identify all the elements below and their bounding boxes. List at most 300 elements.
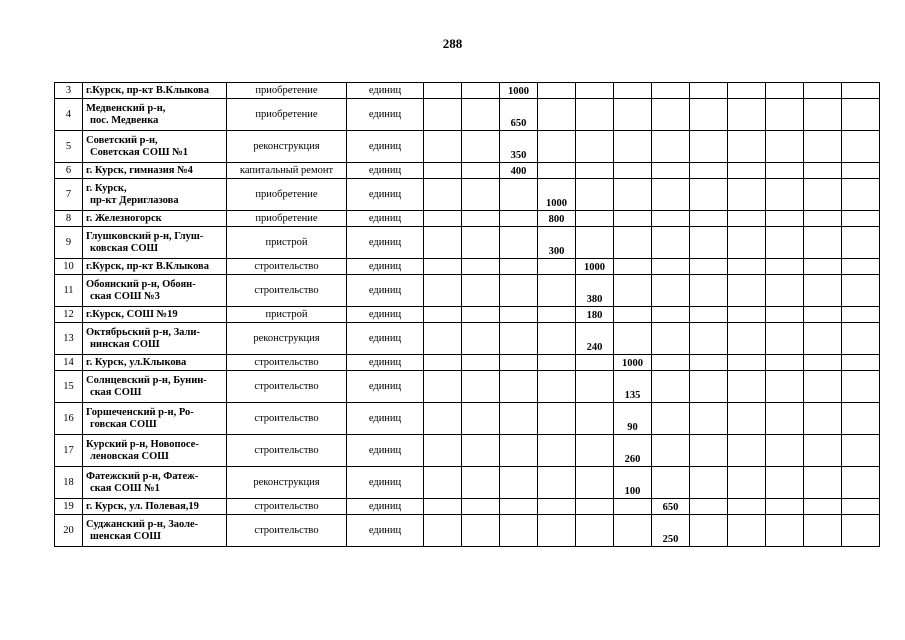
value-cell [424, 435, 462, 467]
table-row [55, 163, 880, 179]
unit-cell: единиц [347, 211, 424, 227]
value-cell [804, 163, 842, 179]
value-cell [614, 179, 652, 211]
value-cell [538, 259, 576, 275]
value-cell [842, 227, 880, 259]
value-cell [766, 259, 804, 275]
value-cell [766, 131, 804, 163]
value-cell [690, 131, 728, 163]
value-cell [728, 99, 766, 131]
value-cell: 1000 [500, 83, 538, 99]
value-cell [728, 323, 766, 355]
value-cell [500, 227, 538, 259]
value-cell [766, 163, 804, 179]
value-cell [576, 211, 614, 227]
work-type-cell: реконструкция [227, 131, 347, 163]
value-cell [766, 323, 804, 355]
value-cell [500, 515, 538, 547]
value-cell [842, 259, 880, 275]
value-cell [424, 355, 462, 371]
value-cell [804, 211, 842, 227]
value-cell [538, 131, 576, 163]
value-cell [728, 307, 766, 323]
table-row [55, 307, 880, 323]
value-cell [652, 211, 690, 227]
row-number: 5 [55, 131, 83, 163]
table-row [55, 323, 880, 355]
location-cell: Солнцевский р-н, Бунин- ская СОШ [83, 371, 227, 403]
value-cell [500, 275, 538, 307]
value-cell [728, 499, 766, 515]
row-number: 17 [55, 435, 83, 467]
value-cell: 1000 [614, 355, 652, 371]
value-cell: 250 [652, 515, 690, 547]
value-cell [424, 307, 462, 323]
value-cell [500, 499, 538, 515]
value-cell [690, 179, 728, 211]
location-cell: г. Курск, ул. Полевая,19 [83, 499, 227, 515]
value-cell [728, 467, 766, 499]
value-cell [728, 163, 766, 179]
value-cell [766, 211, 804, 227]
value-cell [462, 83, 500, 99]
value-cell [652, 131, 690, 163]
value-cell [576, 515, 614, 547]
value-cell [652, 259, 690, 275]
value-cell [652, 163, 690, 179]
value-cell [766, 467, 804, 499]
value-cell [614, 163, 652, 179]
value-cell: 1000 [538, 179, 576, 211]
value-cell [728, 275, 766, 307]
location-cell: г. Железногорск [83, 211, 227, 227]
value-cell [652, 467, 690, 499]
value-cell [804, 307, 842, 323]
row-number: 3 [55, 83, 83, 99]
value-cell: 650 [652, 499, 690, 515]
table-row [55, 275, 880, 307]
value-cell [690, 259, 728, 275]
work-type-cell: строительство [227, 499, 347, 515]
value-cell [614, 227, 652, 259]
value-cell [462, 227, 500, 259]
work-type-cell: строительство [227, 515, 347, 547]
value-cell [842, 355, 880, 371]
value-cell [804, 515, 842, 547]
work-type-cell: строительство [227, 403, 347, 435]
value-cell [690, 467, 728, 499]
value-cell [728, 515, 766, 547]
unit-cell: единиц [347, 99, 424, 131]
value-cell [690, 99, 728, 131]
value-cell [842, 371, 880, 403]
value-cell [766, 179, 804, 211]
value-cell [614, 323, 652, 355]
value-cell [842, 499, 880, 515]
value-cell [424, 467, 462, 499]
value-cell [766, 83, 804, 99]
value-cell [500, 403, 538, 435]
value-cell: 100 [614, 467, 652, 499]
unit-cell: единиц [347, 163, 424, 179]
row-number: 19 [55, 499, 83, 515]
value-cell [804, 99, 842, 131]
value-cell [614, 307, 652, 323]
data-table [54, 82, 880, 547]
row-number: 6 [55, 163, 83, 179]
value-cell [462, 211, 500, 227]
row-number: 8 [55, 211, 83, 227]
value-cell [424, 499, 462, 515]
value-cell [804, 131, 842, 163]
value-cell [538, 403, 576, 435]
value-cell [538, 499, 576, 515]
table-row [55, 211, 880, 227]
value-cell [462, 275, 500, 307]
value-cell [538, 371, 576, 403]
value-cell [728, 179, 766, 211]
row-number: 7 [55, 179, 83, 211]
value-cell [766, 403, 804, 435]
value-cell [576, 83, 614, 99]
row-number: 9 [55, 227, 83, 259]
value-cell [424, 275, 462, 307]
value-cell [842, 435, 880, 467]
row-number: 13 [55, 323, 83, 355]
value-cell [576, 227, 614, 259]
row-number: 18 [55, 467, 83, 499]
row-number: 11 [55, 275, 83, 307]
value-cell [652, 227, 690, 259]
location-cell: Глушковский р-н, Глуш- ковская СОШ [83, 227, 227, 259]
value-cell [804, 275, 842, 307]
location-cell: г. Курск, гимназия №4 [83, 163, 227, 179]
value-cell [766, 355, 804, 371]
unit-cell: единиц [347, 275, 424, 307]
value-cell: 300 [538, 227, 576, 259]
value-cell [614, 83, 652, 99]
unit-cell: единиц [347, 515, 424, 547]
location-cell: г.Курск, СОШ №19 [83, 307, 227, 323]
value-cell [614, 259, 652, 275]
value-cell [690, 211, 728, 227]
value-cell [728, 371, 766, 403]
value-cell [614, 275, 652, 307]
table-row [55, 99, 880, 131]
value-cell: 400 [500, 163, 538, 179]
value-cell [842, 179, 880, 211]
row-number: 20 [55, 515, 83, 547]
value-cell [576, 467, 614, 499]
value-cell [842, 515, 880, 547]
unit-cell: единиц [347, 307, 424, 323]
value-cell [538, 99, 576, 131]
value-cell [614, 211, 652, 227]
location-cell: Горшеченский р-н, Ро- говская СОШ [83, 403, 227, 435]
value-cell [766, 99, 804, 131]
value-cell: 800 [538, 211, 576, 227]
value-cell [804, 227, 842, 259]
work-type-cell: капитальный ремонт [227, 163, 347, 179]
value-cell [690, 163, 728, 179]
value-cell [614, 499, 652, 515]
value-cell: 350 [500, 131, 538, 163]
value-cell [576, 403, 614, 435]
location-cell: Курский р-н, Новопосе- леновская СОШ [83, 435, 227, 467]
value-cell [614, 515, 652, 547]
location-cell: г. Курск, пр-кт Дериглазова [83, 179, 227, 211]
work-type-cell: строительство [227, 371, 347, 403]
value-cell [462, 435, 500, 467]
value-cell [424, 515, 462, 547]
value-cell [462, 259, 500, 275]
value-cell [804, 259, 842, 275]
value-cell [538, 323, 576, 355]
value-cell [538, 467, 576, 499]
value-cell [652, 83, 690, 99]
value-cell [652, 307, 690, 323]
value-cell [652, 99, 690, 131]
location-cell: г.Курск, пр-кт В.Клыкова [83, 83, 227, 99]
table-row [55, 179, 880, 211]
value-cell [804, 467, 842, 499]
value-cell [804, 371, 842, 403]
value-cell [462, 99, 500, 131]
page-number: 288 [442, 36, 463, 51]
table-row [55, 131, 880, 163]
value-cell [690, 83, 728, 99]
table-row [55, 499, 880, 515]
value-cell [462, 515, 500, 547]
value-cell [500, 355, 538, 371]
table-row [55, 259, 880, 275]
table-row [55, 467, 880, 499]
location-cell: Обоянский р-н, Обоян- ская СОШ №3 [83, 275, 227, 307]
value-cell [652, 179, 690, 211]
value-cell: 240 [576, 323, 614, 355]
work-type-cell: пристрой [227, 307, 347, 323]
value-cell [728, 83, 766, 99]
unit-cell: единиц [347, 83, 424, 99]
value-cell [576, 163, 614, 179]
location-cell: Советский р-н, Советская СОШ №1 [83, 131, 227, 163]
value-cell [424, 83, 462, 99]
work-type-cell: пристрой [227, 227, 347, 259]
value-cell [462, 131, 500, 163]
value-cell [652, 371, 690, 403]
value-cell [424, 163, 462, 179]
value-cell [804, 499, 842, 515]
work-type-cell: приобретение [227, 179, 347, 211]
value-cell [538, 163, 576, 179]
location-cell: Октябрьский р-н, Зали- нинская СОШ [83, 323, 227, 355]
value-cell [728, 259, 766, 275]
value-cell [842, 307, 880, 323]
value-cell [766, 227, 804, 259]
table-row [55, 227, 880, 259]
value-cell [576, 131, 614, 163]
work-type-cell: приобретение [227, 83, 347, 99]
value-cell [424, 211, 462, 227]
value-cell [842, 131, 880, 163]
unit-cell: единиц [347, 131, 424, 163]
location-cell: Фатежский р-н, Фатеж- ская СОШ №1 [83, 467, 227, 499]
work-type-cell: строительство [227, 355, 347, 371]
value-cell [614, 131, 652, 163]
value-cell [690, 515, 728, 547]
row-number: 15 [55, 371, 83, 403]
value-cell: 380 [576, 275, 614, 307]
value-cell [538, 515, 576, 547]
value-cell [652, 323, 690, 355]
value-cell [576, 179, 614, 211]
value-cell [538, 435, 576, 467]
value-cell [804, 179, 842, 211]
unit-cell: единиц [347, 435, 424, 467]
value-cell [462, 371, 500, 403]
value-cell [424, 323, 462, 355]
row-number: 12 [55, 307, 83, 323]
value-cell [804, 435, 842, 467]
value-cell [538, 355, 576, 371]
value-cell [842, 467, 880, 499]
value-cell [690, 355, 728, 371]
value-cell [462, 403, 500, 435]
value-cell [728, 227, 766, 259]
value-cell [842, 211, 880, 227]
value-cell [728, 355, 766, 371]
value-cell [538, 307, 576, 323]
value-cell [804, 83, 842, 99]
row-number: 10 [55, 259, 83, 275]
value-cell [424, 131, 462, 163]
unit-cell: единиц [347, 227, 424, 259]
table-row [55, 355, 880, 371]
unit-cell: единиц [347, 355, 424, 371]
value-cell: 260 [614, 435, 652, 467]
value-cell [424, 227, 462, 259]
value-cell [500, 307, 538, 323]
value-cell [766, 499, 804, 515]
value-cell [728, 403, 766, 435]
value-cell [462, 179, 500, 211]
value-cell [538, 83, 576, 99]
value-cell: 1000 [576, 259, 614, 275]
value-cell [690, 275, 728, 307]
value-cell [462, 307, 500, 323]
value-cell [690, 499, 728, 515]
value-cell [652, 403, 690, 435]
value-cell [804, 323, 842, 355]
value-cell [500, 179, 538, 211]
value-cell [842, 163, 880, 179]
work-type-cell: строительство [227, 435, 347, 467]
value-cell [652, 275, 690, 307]
value-cell [728, 211, 766, 227]
value-cell [576, 355, 614, 371]
table-row [55, 515, 880, 547]
value-cell [842, 83, 880, 99]
unit-cell: единиц [347, 467, 424, 499]
value-cell [766, 515, 804, 547]
value-cell: 90 [614, 403, 652, 435]
location-cell: г.Курск, пр-кт В.Клыкова [83, 259, 227, 275]
value-cell [804, 403, 842, 435]
value-cell [576, 99, 614, 131]
value-cell [424, 259, 462, 275]
table-row [55, 403, 880, 435]
value-cell [424, 179, 462, 211]
value-cell [538, 275, 576, 307]
value-cell [652, 435, 690, 467]
value-cell [462, 355, 500, 371]
value-cell: 135 [614, 371, 652, 403]
value-cell [462, 499, 500, 515]
work-type-cell: приобретение [227, 99, 347, 131]
value-cell [728, 131, 766, 163]
value-cell [690, 403, 728, 435]
value-cell [690, 371, 728, 403]
value-cell [576, 435, 614, 467]
work-type-cell: строительство [227, 259, 347, 275]
work-type-cell: строительство [227, 275, 347, 307]
work-type-cell: реконструкция [227, 467, 347, 499]
value-cell [424, 403, 462, 435]
value-cell [500, 467, 538, 499]
value-cell [500, 323, 538, 355]
unit-cell: единиц [347, 323, 424, 355]
value-cell [690, 307, 728, 323]
value-cell [576, 371, 614, 403]
value-cell [690, 435, 728, 467]
value-cell [842, 275, 880, 307]
value-cell [500, 211, 538, 227]
value-cell [842, 403, 880, 435]
value-cell [462, 467, 500, 499]
location-cell: г. Курск, ул.Клыкова [83, 355, 227, 371]
work-type-cell: приобретение [227, 211, 347, 227]
value-cell [766, 435, 804, 467]
value-cell [500, 259, 538, 275]
row-number: 4 [55, 99, 83, 131]
location-cell: Суджанский р-н, Заоле- шенская СОШ [83, 515, 227, 547]
value-cell [652, 355, 690, 371]
value-cell [690, 323, 728, 355]
value-cell [462, 163, 500, 179]
table-row [55, 435, 880, 467]
location-cell: Медвенский р-н, пос. Медвенка [83, 99, 227, 131]
value-cell: 650 [500, 99, 538, 131]
value-cell [766, 307, 804, 323]
value-cell [500, 371, 538, 403]
work-type-cell: реконструкция [227, 323, 347, 355]
unit-cell: единиц [347, 371, 424, 403]
value-cell [728, 435, 766, 467]
value-cell [462, 323, 500, 355]
unit-cell: единиц [347, 259, 424, 275]
value-cell [804, 355, 842, 371]
unit-cell: единиц [347, 499, 424, 515]
value-cell [766, 371, 804, 403]
value-cell: 180 [576, 307, 614, 323]
value-cell [842, 323, 880, 355]
unit-cell: единиц [347, 179, 424, 211]
unit-cell: единиц [347, 403, 424, 435]
table-row [55, 83, 880, 99]
value-cell [424, 371, 462, 403]
value-cell [766, 275, 804, 307]
value-cell [424, 99, 462, 131]
